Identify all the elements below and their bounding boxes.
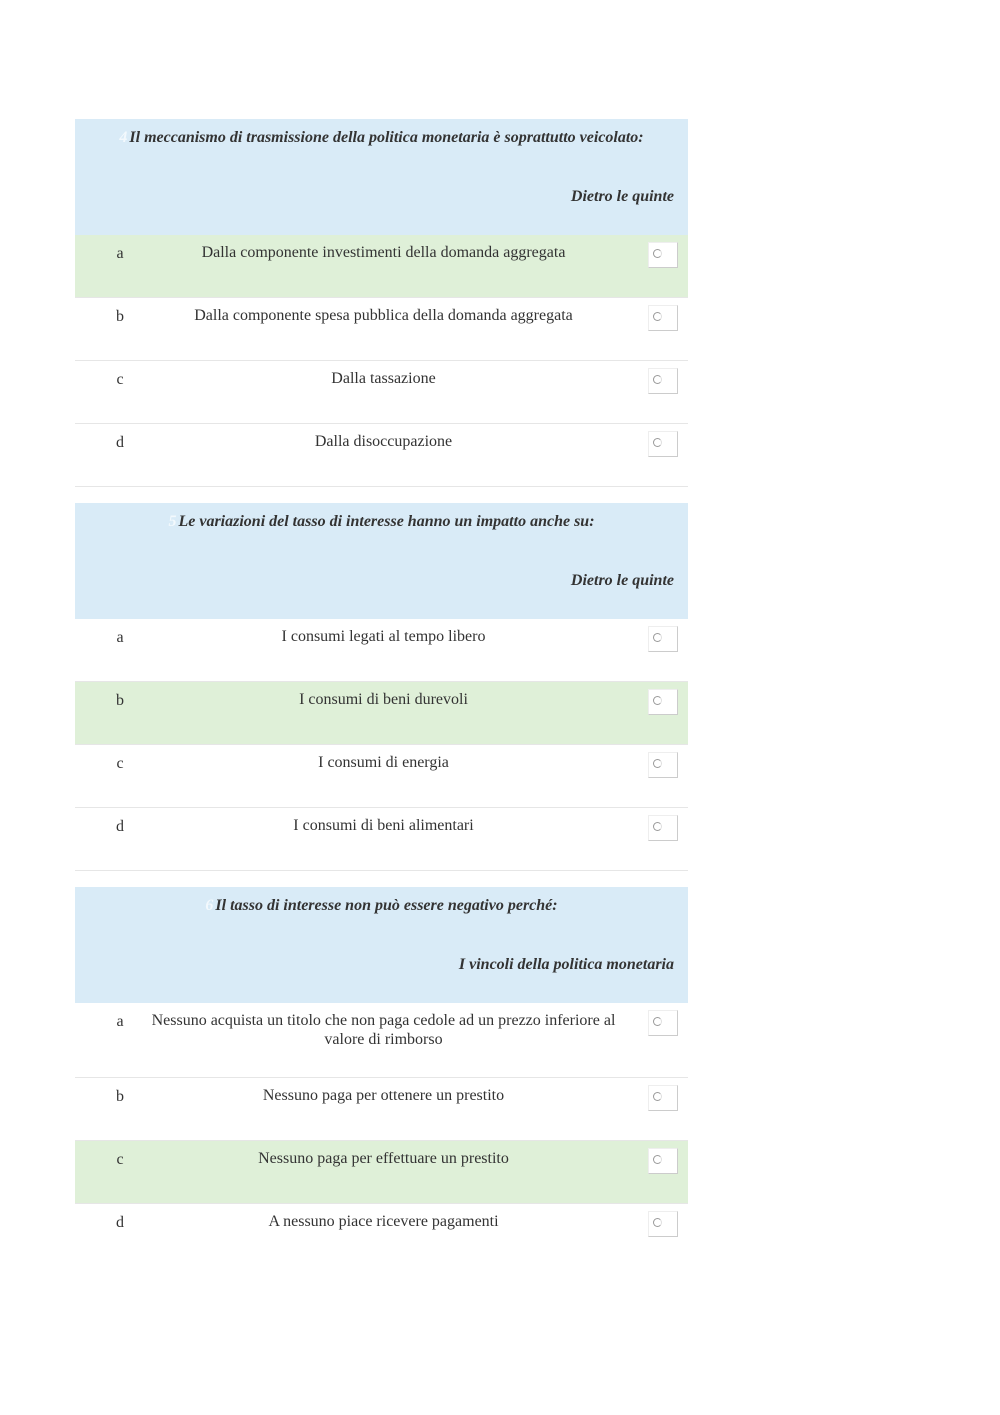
answer-letter: c <box>116 1151 124 1168</box>
quiz-list <box>75 119 688 1267</box>
answer-radio[interactable] <box>648 1148 678 1174</box>
answer-row[interactable] <box>75 808 688 871</box>
question-block <box>75 119 688 487</box>
answer-letter: b <box>116 692 124 709</box>
answer-text: A nessuno piace ricevere pagamenti <box>268 1213 499 1230</box>
answer-row[interactable] <box>75 361 688 424</box>
answer-text: Dalla tassazione <box>331 370 436 387</box>
question-category: I vincoli della politica monetaria <box>458 956 674 973</box>
answer-text: Dalla disoccupazione <box>314 433 453 450</box>
answer-letter: b <box>116 1088 124 1105</box>
answer-row[interactable] <box>75 1078 688 1141</box>
question-number: 4 <box>119 129 128 146</box>
answer-row[interactable] <box>75 298 688 361</box>
answer-radio[interactable] <box>648 626 678 652</box>
answer-text: Nessuno paga per effettuare un prestito <box>258 1150 509 1167</box>
question-category: Dietro le quinte <box>570 188 674 205</box>
answer-row[interactable] <box>75 619 688 682</box>
question-text: Le variazioni del tasso di interesse hanno un impatto anche su: <box>178 513 595 530</box>
question-text: Il meccanismo di trasmissione della politica monetaria è soprattutto veicolato: <box>129 129 644 146</box>
answer-row[interactable] <box>75 1204 688 1267</box>
answer-text: Nessuno acquista un titolo che non paga cedole ad un prezzo inferiore al valore di rimborso <box>151 1012 616 1048</box>
answer-text: I consumi legati al tempo libero <box>281 628 486 645</box>
answer-radio[interactable] <box>648 368 678 394</box>
answer-row[interactable] <box>75 1141 688 1204</box>
answer-radio[interactable] <box>648 1211 678 1237</box>
answer-letter: b <box>116 308 124 325</box>
answer-row[interactable] <box>75 1003 688 1078</box>
answer-text: Dalla componente spesa pubblica della domanda aggregata <box>194 307 573 324</box>
answer-radio[interactable] <box>648 431 678 457</box>
answer-radio[interactable] <box>648 815 678 841</box>
answer-letter: a <box>116 629 124 646</box>
answer-letter: d <box>116 434 124 451</box>
question-number: 5 <box>168 513 177 530</box>
answer-radio[interactable] <box>648 1085 678 1111</box>
answer-row[interactable] <box>75 235 688 298</box>
question-header <box>75 503 688 619</box>
answer-text: Nessuno paga per ottenere un prestito <box>262 1087 505 1104</box>
question-header <box>75 887 688 1003</box>
answer-letter: d <box>116 1214 124 1231</box>
answer-radio[interactable] <box>648 242 678 268</box>
answer-text: I consumi di beni durevoli <box>299 691 468 708</box>
answer-row[interactable] <box>75 745 688 808</box>
question-block <box>75 503 688 871</box>
answer-text: Dalla componente investimenti della domanda aggregata <box>201 244 566 261</box>
question-block <box>75 887 688 1267</box>
answer-radio[interactable] <box>648 305 678 331</box>
answer-letter: c <box>116 755 124 772</box>
answer-text: I consumi di beni alimentari <box>293 817 474 834</box>
question-number: 6 <box>205 897 214 914</box>
question-header <box>75 119 688 235</box>
question-text: Il tasso di interesse non può essere negativo perché: <box>215 897 558 914</box>
answer-radio[interactable] <box>648 1010 678 1036</box>
answer-row[interactable] <box>75 682 688 745</box>
answer-letter: a <box>116 1013 124 1030</box>
answer-radio[interactable] <box>648 689 678 715</box>
answer-letter: c <box>116 371 124 388</box>
answer-text: I consumi di energia <box>318 754 449 771</box>
answer-letter: a <box>116 245 124 262</box>
answer-letter: d <box>116 818 124 835</box>
answer-row[interactable] <box>75 424 688 487</box>
question-category: Dietro le quinte <box>570 572 674 589</box>
answer-radio[interactable] <box>648 752 678 778</box>
